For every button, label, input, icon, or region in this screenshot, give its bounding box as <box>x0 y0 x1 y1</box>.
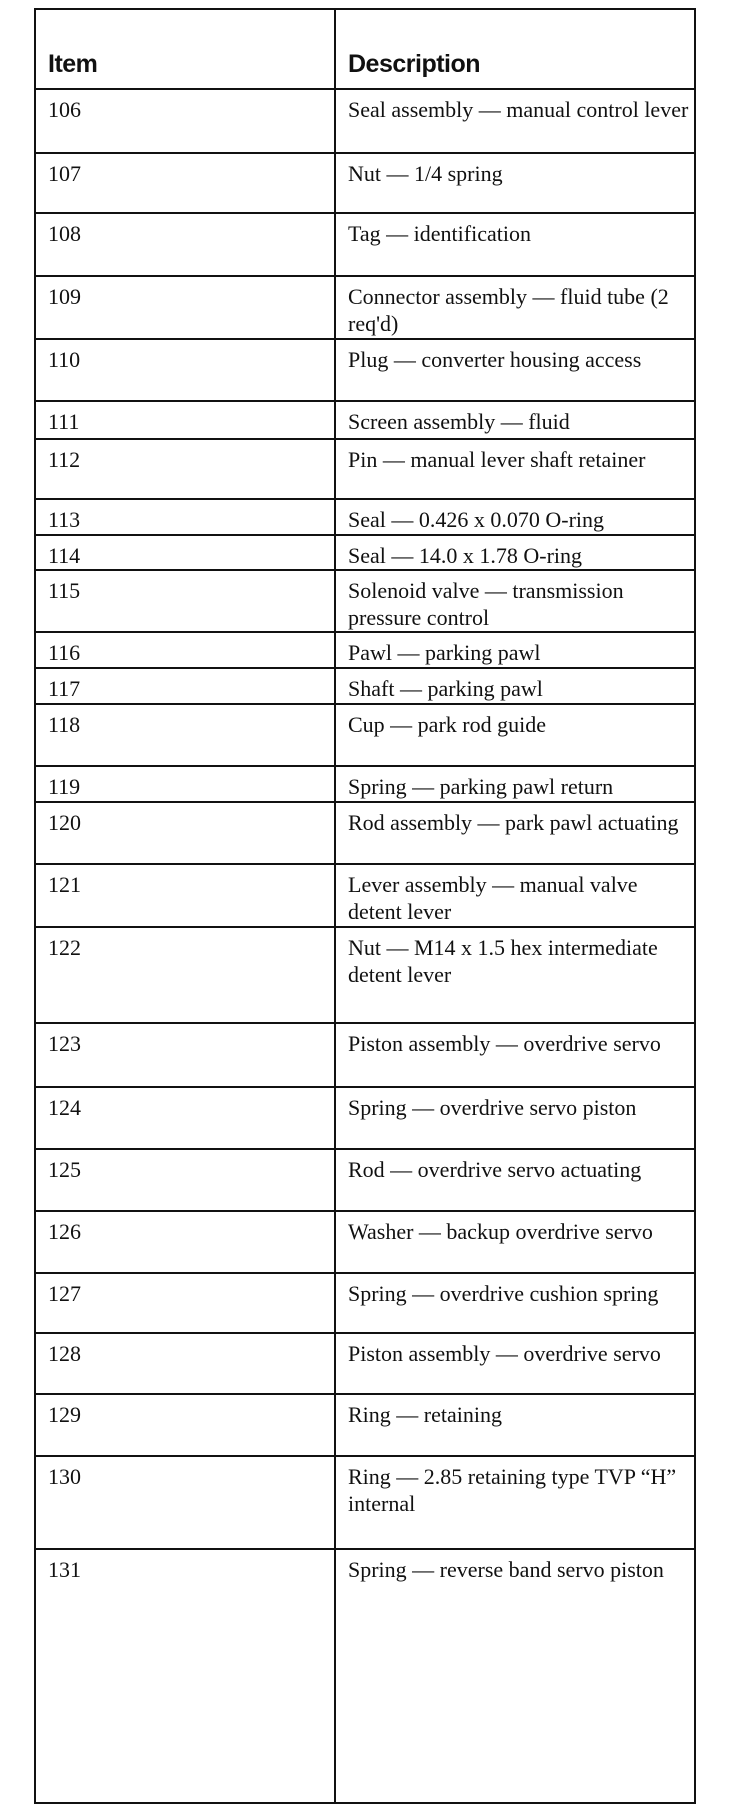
item-number: 109 <box>36 276 334 339</box>
item-description: Spring — reverse band servo piston <box>348 1557 664 1582</box>
table-row <box>36 766 694 802</box>
item-number: 128 <box>36 1333 334 1394</box>
item-description: Spring — parking pawl return <box>334 766 694 802</box>
table-row <box>36 1087 694 1149</box>
item-description: Rod assembly — park pawl actuating <box>334 802 694 864</box>
item-description: Shaft — parking pawl <box>334 668 694 704</box>
item-description: Rod — overdrive servo actuating <box>334 1149 694 1211</box>
table-row <box>36 339 694 401</box>
item-description: Piston assembly — overdrive servo <box>334 1333 694 1394</box>
header-item: Item <box>36 10 334 89</box>
item-description: Lever assembly — manual valve detent lever <box>334 864 694 927</box>
item-number: 127 <box>36 1273 334 1333</box>
item-number: 126 <box>36 1211 334 1273</box>
item-description: Seal — 0.426 x 0.070 O-ring <box>334 499 694 535</box>
item-number: 107 <box>36 153 334 213</box>
item-number: 111 <box>36 401 334 439</box>
item-description: Connector assembly — fluid tube (2 req'd) <box>334 276 694 339</box>
table-row <box>36 864 694 927</box>
table-row <box>36 1149 694 1211</box>
item-number: 129 <box>36 1394 334 1456</box>
table-row <box>36 1394 694 1456</box>
item-number: 119 <box>36 766 334 802</box>
item-description: Plug — converter housing access <box>334 339 694 401</box>
item-number: 117 <box>36 668 334 704</box>
table-row <box>36 535 694 570</box>
item-number: 106 <box>36 89 334 153</box>
table-row <box>36 276 694 339</box>
table-row <box>36 1023 694 1087</box>
item-number: 113 <box>36 499 334 535</box>
table-row <box>36 802 694 864</box>
header-description: Description <box>334 10 694 89</box>
table-row <box>36 704 694 766</box>
item-number: 108 <box>36 213 334 276</box>
item-number: 115 <box>36 570 334 632</box>
item-number: 114 <box>36 535 334 570</box>
table-row <box>36 1211 694 1273</box>
item-description: Washer — backup overdrive servo <box>334 1211 694 1273</box>
table-row <box>36 213 694 276</box>
item-description: Seal — 14.0 x 1.78 O-ring <box>334 535 694 570</box>
item-description: Spring — overdrive servo piston <box>334 1087 694 1149</box>
item-number: 118 <box>36 704 334 766</box>
item-number: 112 <box>36 439 334 499</box>
item-description: Pin — manual lever shaft retainer <box>334 439 694 499</box>
table-row <box>36 570 694 632</box>
item-description: Pawl — parking pawl <box>334 632 694 668</box>
item-description: Cup — park rod guide <box>334 704 694 766</box>
item-number: 124 <box>36 1087 334 1149</box>
item-number: 130 <box>36 1456 334 1549</box>
table-row <box>36 632 694 668</box>
item-description: Piston assembly — overdrive servo <box>334 1023 694 1087</box>
item-description: Spring — overdrive cushion spring <box>334 1273 694 1333</box>
item-number: 110 <box>36 339 334 401</box>
header-row <box>36 10 694 89</box>
item-number: 125 <box>36 1149 334 1211</box>
table-row <box>36 1456 694 1549</box>
table-row <box>36 401 694 439</box>
item-number: 121 <box>36 864 334 927</box>
item-number: 120 <box>36 802 334 864</box>
table-row <box>36 499 694 535</box>
table-row <box>36 1333 694 1394</box>
parts-table-frame <box>34 8 696 1804</box>
table-row <box>36 439 694 499</box>
item-number: 123 <box>36 1023 334 1087</box>
item-number: 116 <box>36 632 334 668</box>
item-description: Nut — M14 x 1.5 hex intermediate detent lever <box>334 927 694 1023</box>
item-number: 122 <box>36 927 334 1023</box>
table-row <box>36 1549 694 1611</box>
item-description: Screen assembly — fluid <box>334 401 694 439</box>
item-number: 131 <box>48 1557 81 1582</box>
item-description: Tag — identification <box>334 213 694 276</box>
item-description: Solenoid valve — transmission pressure control <box>334 570 694 632</box>
item-description: Seal assembly — manual control lever <box>334 89 694 153</box>
table-row <box>36 1273 694 1333</box>
item-description: Nut — 1/4 spring <box>334 153 694 213</box>
table-row <box>36 153 694 213</box>
table-row <box>36 927 694 1023</box>
parts-table <box>36 10 694 1611</box>
item-description: Ring — retaining <box>334 1394 694 1456</box>
table-row <box>36 668 694 704</box>
table-row <box>36 89 694 153</box>
item-description: Ring — 2.85 retaining type TVP “H” internal <box>334 1456 694 1549</box>
